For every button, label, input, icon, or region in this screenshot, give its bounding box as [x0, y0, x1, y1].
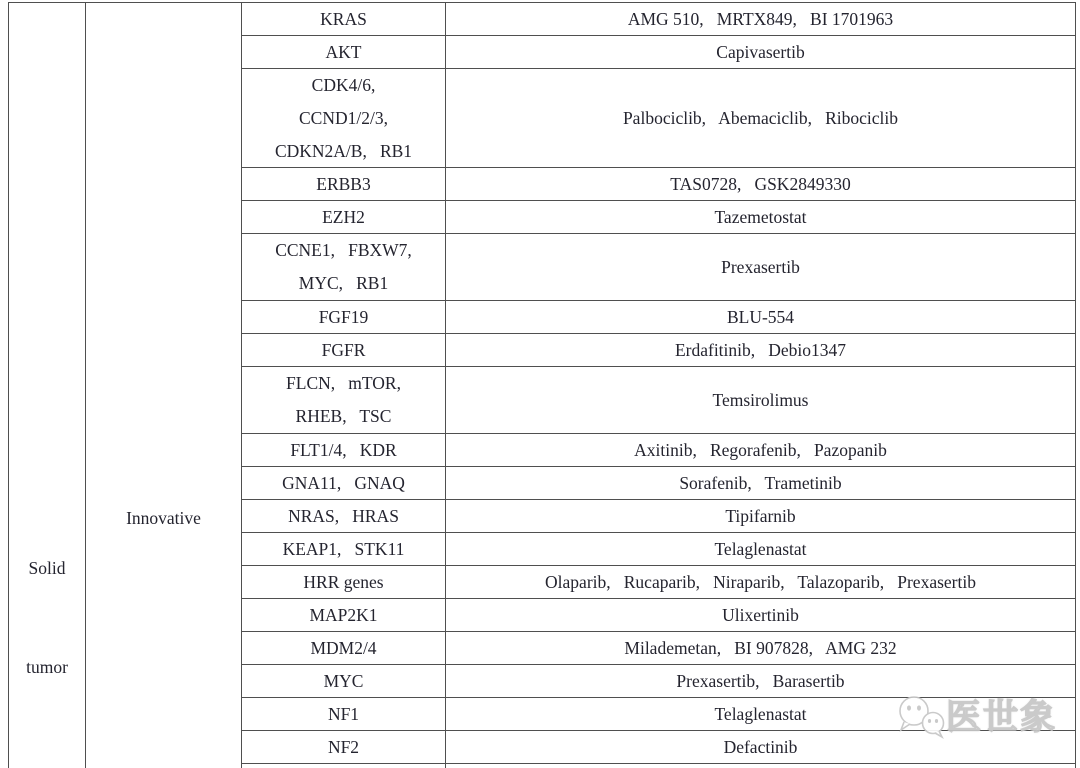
table-row	[242, 168, 1075, 201]
table-row	[242, 36, 1075, 69]
drug-cell: BLU-554	[726, 306, 795, 327]
gene-cell	[242, 168, 446, 200]
gene-cell	[242, 599, 446, 631]
gene-line: KEAP1, STK11	[282, 538, 405, 559]
tumor-type-cell	[9, 3, 85, 768]
gene-line: FGFR	[321, 339, 366, 360]
drug-cell: Tazemetostat	[714, 206, 807, 227]
table-row	[242, 434, 1075, 467]
drug-cell: Olaparib, Rucaparib, Niraparib, Talazoparib, Prexasertib	[545, 571, 976, 592]
gene-cell	[242, 69, 446, 167]
table-row	[242, 467, 1075, 500]
tumor-type-line-1: Solid	[28, 558, 66, 578]
gene-line: EZH2	[322, 206, 365, 227]
gene-line: CCND1/2/3,	[299, 107, 388, 128]
table-row	[242, 665, 1075, 698]
gene-line: CDKN2A/B, RB1	[274, 140, 413, 161]
gene-drug-rows	[241, 3, 1075, 768]
gene-line: NRAS, HRAS	[288, 505, 399, 526]
drug-cell: Telaglenastat	[714, 538, 807, 559]
gene-cell	[242, 665, 446, 697]
table-row-partial	[242, 764, 1075, 768]
drug-cell: Tipifarnib	[725, 505, 796, 526]
gene-line: ERBB3	[316, 173, 371, 194]
drug-cell: Milademetan, BI 907828, AMG 232	[624, 637, 897, 658]
table-row	[242, 731, 1075, 764]
table-row	[242, 533, 1075, 566]
watermark-brand-text: 医世象	[946, 698, 1058, 737]
gene-cell	[242, 533, 446, 565]
gene-line: CDK4/6,	[311, 74, 376, 95]
gene-line: NF1	[327, 703, 360, 724]
drug-cell: Palbociclib, Abemaciclib, Ribociclib	[622, 107, 899, 128]
gene-cell	[242, 698, 446, 730]
gene-line: AKT	[325, 41, 362, 62]
drug-cell: Erdafitinib, Debio1347	[674, 339, 847, 360]
gene-cell	[242, 3, 446, 35]
gene-line: HRR genes	[303, 571, 384, 592]
drug-cell: AMG 510, MRTX849, BI 1701963	[627, 8, 894, 29]
drug-cell: Ulixertinib	[722, 604, 799, 625]
table-row	[242, 367, 1075, 434]
category-cell	[85, 3, 241, 768]
gene-line: RHEB, TSC	[295, 406, 392, 426]
gene-cell	[242, 367, 446, 433]
gene-cell	[242, 234, 446, 300]
drug-cell: Prexasertib	[721, 256, 800, 277]
gene-cell	[242, 467, 446, 499]
gene-line: KRAS	[320, 8, 367, 29]
table-row	[242, 234, 1075, 301]
table-row	[242, 301, 1075, 334]
drug-cell: TAS0728, GSK2849330	[670, 173, 851, 194]
table-row	[242, 698, 1075, 731]
gene-cell	[242, 632, 446, 664]
gene-line: MAP2K1	[309, 604, 378, 625]
gene-line: FLCN, mTOR,	[286, 373, 401, 393]
drug-cell: Defactinib	[723, 736, 798, 757]
table-row	[242, 632, 1075, 665]
gene-line: MYC, RB1	[298, 273, 389, 293]
drug-cell	[446, 764, 1075, 768]
table-row	[242, 566, 1075, 599]
drug-cell: Sorafenib, Trametinib	[679, 472, 842, 493]
gene-line: NF2	[327, 736, 360, 757]
gene-line: MYC	[323, 670, 364, 691]
gene-cell	[242, 764, 446, 768]
gene-cell	[242, 566, 446, 598]
gene-therapy-table	[8, 2, 1076, 768]
drug-cell: Axitinib, Regorafenib, Pazopanib	[634, 439, 887, 460]
drug-cell: Capivasertib	[716, 41, 805, 62]
gene-line: FLT1/4, KDR	[290, 439, 397, 460]
drug-cell: Telaglenastat	[714, 703, 807, 724]
drug-cell: Temsirolimus	[712, 389, 809, 410]
gene-cell	[242, 731, 446, 763]
table-row	[242, 201, 1075, 234]
gene-cell	[242, 36, 446, 68]
table-row	[242, 69, 1075, 168]
category-label: Innovative	[126, 508, 201, 528]
tumor-type-line-2: tumor	[26, 657, 68, 677]
table-row	[242, 334, 1075, 367]
drug-cell: Prexasertib, Barasertib	[676, 670, 845, 691]
table-row	[242, 3, 1075, 36]
gene-line: FGF19	[318, 306, 369, 327]
gene-line: GNA11, GNAQ	[282, 472, 405, 493]
gene-cell	[242, 301, 446, 333]
tumor-type-label	[9, 486, 85, 750]
table-row	[242, 500, 1075, 533]
gene-line: CCNE1, FBXW7,	[275, 240, 412, 260]
gene-cell	[242, 500, 446, 532]
gene-cell	[242, 434, 446, 466]
table-row	[242, 599, 1075, 632]
gene-line: MDM2/4	[310, 637, 377, 658]
gene-cell	[242, 334, 446, 366]
gene-cell	[242, 201, 446, 233]
